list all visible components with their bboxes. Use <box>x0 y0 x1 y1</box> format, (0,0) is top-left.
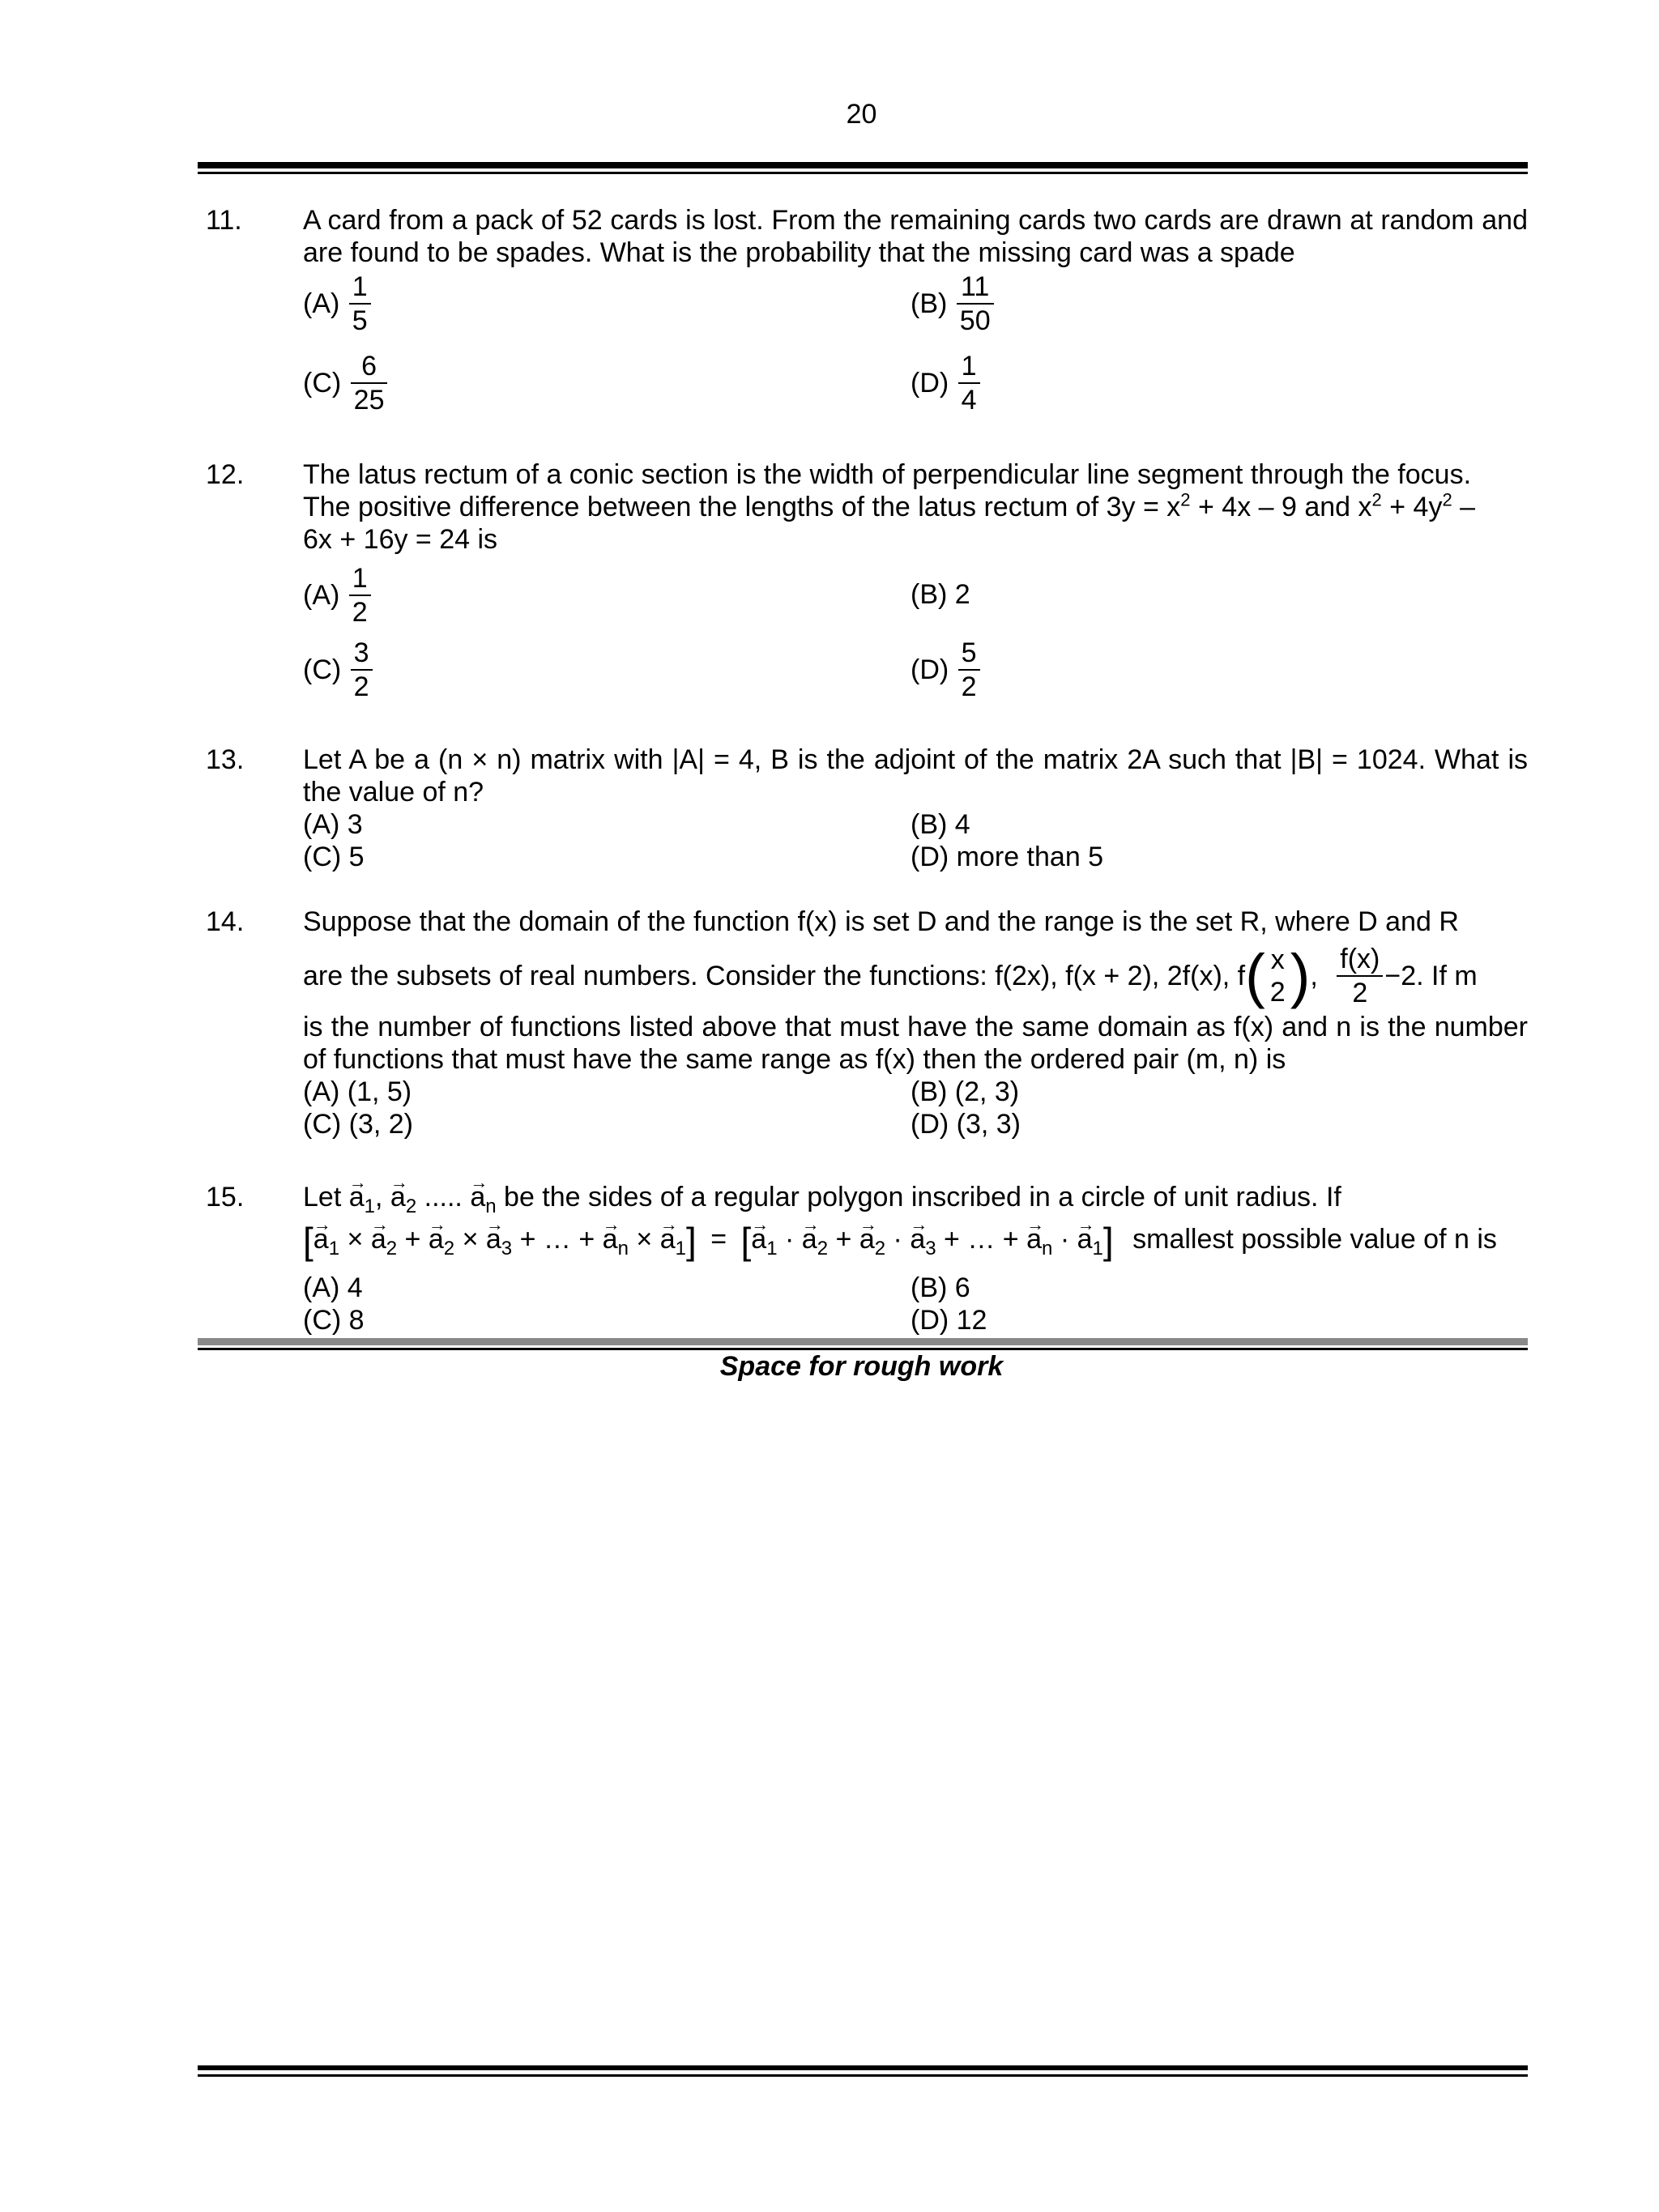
option-b: (B) 6 <box>911 1272 970 1303</box>
option-d: (D) (3, 3) <box>911 1109 1021 1140</box>
fraction: $\frac{1}{5}$ <box>348 271 373 337</box>
fraction: $\frac{11}{50}$ <box>955 271 996 337</box>
option-c: (C) 5 <box>303 842 365 872</box>
option-b: (B) 2 <box>911 579 970 610</box>
option-b: (B) $\frac{11}{50}$ <box>911 271 996 337</box>
fraction: $\frac{1}{4}$ <box>957 350 982 416</box>
fraction: $\frac{6}{25}$ <box>349 350 390 416</box>
question-text: The latus rectum of a conic section is the width of perpendicular line segment through the focus. The positive difference between the lengths of the latus rectum of $3y = x^2 + 4x - 9$ and $x^2 + 4y^2$ – 6x + 16y = 24 is <box>303 459 1476 555</box>
question-number: 11. <box>206 205 242 236</box>
fraction: $\frac{f(x)}{2}$ <box>1335 943 1384 1009</box>
fraction: $\frac{1}{2}$ <box>348 562 373 629</box>
option-b: (B) (2, 3) <box>911 1076 1020 1107</box>
option-d: (D) $\frac{1}{4}$ <box>911 350 982 416</box>
question-number: 13. <box>206 744 245 775</box>
option-a: (A) (1, 5) <box>303 1076 412 1107</box>
fraction: x 2 <box>1269 944 1286 1008</box>
question-number: 14. <box>206 906 245 937</box>
question-text: Let A be a (n × n) matrix with |A| = 4, B is the adjoint of the matrix 2A such that |B| = 1024. What is the value of n? <box>303 744 1528 808</box>
question-text: Suppose that the domain of the function f(x) is set D and the range is the set R, where D and R are the subsets of real numbers. Consider the functions: f(2x), f(x + 2), 2f(x), f( x 2 ), $\frac{f(x)}{2}$ −2. If m is the number of functions listed above that must have the same domain as f(x) and n is the number of functions that must have the same range as f(x) then the ordered pair (m, n) is <box>303 906 1528 1075</box>
fraction: $\frac{5}{2}$ <box>957 637 982 703</box>
option-c: (C) (3, 2) <box>303 1109 413 1140</box>
header-rule <box>198 162 1528 174</box>
option-d: (D) 12 <box>911 1305 987 1336</box>
question-number: 12. <box>206 459 245 490</box>
option-a: (A) 4 <box>303 1272 363 1303</box>
option-c: (C) $\frac{6}{25}$ <box>303 350 389 416</box>
question-text: A card from a pack of 52 cards is lost. From the remaining cards two cards are drawn at random and are found to be spades. What is the probability that the missing card was a spade <box>303 205 1528 268</box>
option-d: (D) more than 5 <box>911 842 1104 872</box>
section-rule <box>198 1338 1528 1350</box>
option-a: (A) $\frac{1}{2}$ <box>303 562 373 629</box>
option-a: (A) 3 <box>303 809 363 840</box>
fraction: $\frac{3}{2}$ <box>349 637 374 703</box>
option-c: (C) $\frac{3}{2}$ <box>303 637 374 703</box>
rough-work-label: Space for rough work <box>719 1351 1004 1382</box>
question-number: 15. <box>206 1182 245 1213</box>
option-b: (B) 4 <box>911 809 970 840</box>
option-a: (A) $\frac{1}{5}$ <box>303 271 373 337</box>
option-c: (C) 8 <box>303 1305 365 1336</box>
footer-rule <box>198 2065 1528 2077</box>
option-d: (D) $\frac{5}{2}$ <box>911 637 982 703</box>
page-number: 20 <box>846 99 877 130</box>
question-text: Let → $a_1$, → $a_2$ ..... → $a_n$ be the sides of a regular polygon inscribed in a circle of unit radius. If [→ $a_1$ × → $a_2$ + → $a_2$ × → $a_3$ + … + → $a_n$ × → $a_1$] = [→ $a_1$ · → $a_2$ + → $a_2$ · → $a_3$ + … + → $a_n$ · → $a_1$] smallest possible value of n is <box>303 1181 1528 1257</box>
